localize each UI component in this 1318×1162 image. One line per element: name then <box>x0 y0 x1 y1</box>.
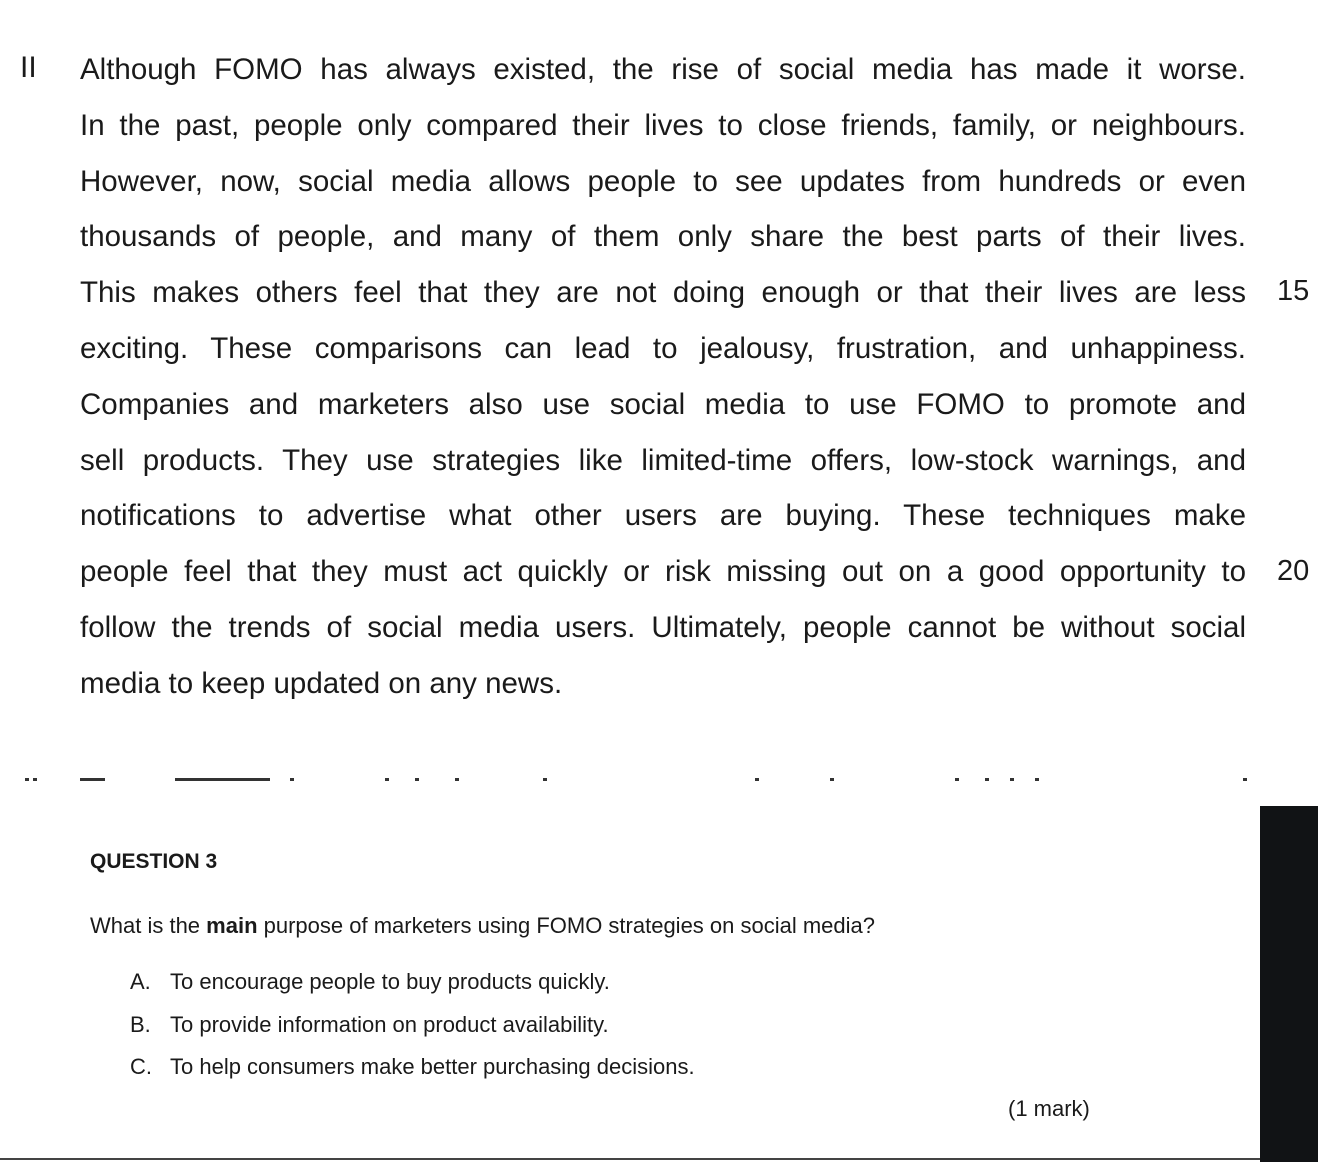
option-c[interactable] <box>130 1052 695 1095</box>
option-text: To encourage people to buy products quickly. <box>170 969 610 994</box>
question-stem-emphasis: main <box>206 913 258 938</box>
question-stem-end: purpose of marketers using FOMO strategies on social media? <box>257 913 876 938</box>
passage-line: exciting. These comparisons can lead to jealousy, frustration, and unhappiness. <box>80 331 1246 365</box>
passage-line: Companies and marketers also use social media to use FOMO to promote and <box>80 387 1246 421</box>
option-text: To provide information on product availability. <box>170 1011 609 1037</box>
passage-line: This makes others feel that they are not doing enough or that their lives are less <box>80 276 1246 310</box>
line-number-15: 15 <box>1277 275 1310 307</box>
passage-line: thousands of people, and many of them only share the best parts of their lives. <box>80 220 1246 254</box>
option-a[interactable] <box>130 967 695 1010</box>
passage-line: Although FOMO has always existed, the rise of social media has made it worse. <box>80 53 1246 86</box>
bottom-divider <box>0 1158 1260 1160</box>
paragraph-marker: II <box>20 51 37 84</box>
marks-label: (1 mark) <box>1008 1096 1090 1121</box>
option-b[interactable] <box>130 1010 695 1053</box>
passage-line: In the past, people only compared their lives to close friends, family, or neighbours. <box>80 108 1246 142</box>
passage-line: sell products. They use strategies like limited-time offers, low-stock warnings, and <box>80 443 1246 477</box>
option-letter: A. <box>130 969 151 994</box>
passage-line: follow the trends of social media users. Ultimately, people cannot be without social <box>80 610 1246 644</box>
passage-line: people feel that they must act quickly or risk missing out on a good opportunity to <box>80 555 1246 589</box>
option-letter: B. <box>130 1011 151 1037</box>
passage-line: media to keep updated on any news. <box>80 666 563 700</box>
question-heading: QUESTION 3 <box>90 850 218 873</box>
question-stem <box>90 911 875 941</box>
line-number-20: 20 <box>1277 555 1310 587</box>
answer-options <box>130 967 695 1095</box>
option-text: To help consumers make better purchasing decisions. <box>170 1054 695 1079</box>
option-letter: C. <box>130 1054 152 1079</box>
passage-line: notifications to advertise what other users are buying. These techniques make <box>80 499 1246 533</box>
reading-passage <box>80 42 1246 712</box>
dark-side-panel <box>1260 806 1318 1162</box>
cropped-text-line <box>25 770 1255 786</box>
question-stem-start: What is the <box>90 913 207 938</box>
passage-line: However, now, social media allows people to see updates from hundreds or even <box>80 164 1246 198</box>
